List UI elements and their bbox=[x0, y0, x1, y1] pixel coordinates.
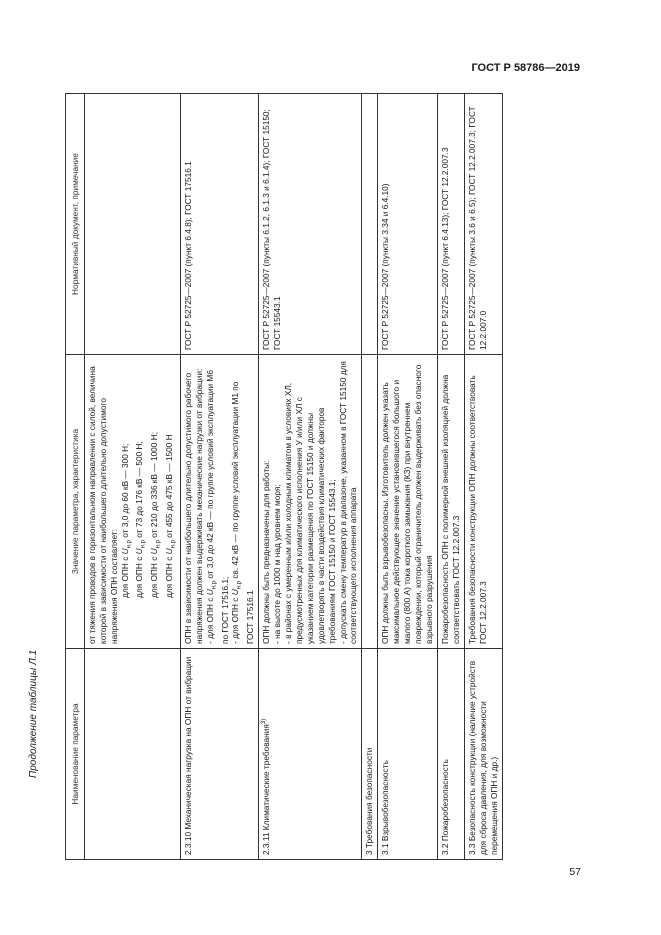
cell-name: 2.3.10 Механическая нагрузка на ОПН от вибрации bbox=[181, 649, 259, 860]
parameters-table bbox=[65, 93, 503, 860]
cell-value: ОПН должны быть взрывобезопасны. Изготовитель должен указать максимальное действующее значение установившегося большого и малого (800 А) тока короткого замыкания (КЗ) при внутреннем повреждении, который ограничитель должен выдерживать без опасного взрывного разрушения bbox=[378, 355, 438, 649]
table-caption: Продолжение таблицы Л.1 bbox=[28, 649, 39, 778]
r2311-v4: - допускать смену температур в диапазоне, указанном в ГОСТ 15150 для соответствующего исполнения аппарата bbox=[337, 361, 359, 644]
cell-value bbox=[258, 355, 361, 649]
cell-value: Пожаробезопасность ОПН с полимерной внешней изоляцией должна соответствовать ГОСТ 12.2.007.3 bbox=[438, 355, 465, 649]
table-row bbox=[378, 94, 438, 860]
cell-value bbox=[362, 355, 378, 649]
cell-doc: ГОСТ Р 52725—2007 (пункт 6.4.13); ГОСТ 12.2.007.3 bbox=[438, 94, 465, 355]
cont-line-4: для ОПН с $U_{н.р}$ от 455 до 475 кВ — 1500 Н bbox=[163, 434, 177, 598]
section-title: 3 Требования безопасности bbox=[362, 649, 378, 860]
cell-doc bbox=[85, 94, 181, 355]
column-header-value: Значение параметра, характеристика bbox=[66, 355, 85, 649]
document-header: ГОСТ Р 58786—2019 bbox=[471, 62, 580, 74]
cell-name bbox=[85, 649, 181, 860]
footnote-marker: 3) bbox=[261, 718, 268, 725]
table-row bbox=[258, 94, 361, 860]
cell-doc bbox=[362, 94, 378, 355]
cell-doc: ГОСТ Р 52725—2007 (пункты 6.1.2, 6.1.3 и 6.1.4); ГОСТ 15150; ГОСТ 15543.1 bbox=[258, 94, 361, 355]
r2311-v1: ОПН должны быть предназначены для работы: bbox=[260, 460, 271, 644]
table-row bbox=[85, 94, 181, 860]
cell-name: 2.3.11 Климатические требования$^{3)}$ bbox=[258, 649, 361, 860]
cell-value bbox=[181, 355, 259, 649]
column-header-doc: Нормативный документ, примечание bbox=[66, 94, 85, 355]
cont-line-1: для ОПН с $U_{н.р}$ от 3,0 до 60 кВ — 300 Н; bbox=[119, 443, 133, 598]
cell-value bbox=[85, 355, 181, 649]
cell-doc: ГОСТ Р 52725—2007 (пункт 6.4.8); ГОСТ 17516.1 bbox=[181, 94, 259, 355]
r2310-v3: - для ОПН с $U_{н.р}$ св. 42 кВ — по группе условий эксплуатации М1 по ГОСТ 17516.1 bbox=[230, 381, 255, 644]
rotated-table-container bbox=[65, 94, 583, 860]
page-number: 57 bbox=[569, 866, 581, 878]
table-row bbox=[438, 94, 465, 860]
cell-value: Требования безопасности конструкции ОПН должны соответствовать ГОСТ 12.2.007.3 bbox=[464, 355, 502, 649]
r2310-v1: ОПН в зависимости от наибольшего длительно допустимого рабочего напряжения должен выдерживать механические нагрузки от вибрации: bbox=[183, 368, 204, 644]
cell-name: 3.1 Взрывобезопасность bbox=[378, 649, 438, 860]
r2311-v3: - в районах с умеренным и/или холодным климатом в условиях ХЛ, предусмотренных для климатического исполнения У и/или ХЛ с указанием категории размещения по ГОСТ 15150 и должны удовлетворять в части воздействия климатических факторов требованиям ГОСТ 15150 и ГОСТ 15543.1; bbox=[282, 382, 337, 644]
table-row bbox=[181, 94, 259, 860]
section-row bbox=[362, 94, 378, 860]
cont-intro: от тяжения проводов в горизонтальном направлении с силой, величина которой в зависимости от наибольшего длительно допустимого напряжения ОПН составляет: bbox=[87, 366, 119, 644]
r2310-v2: - для ОПН с $U_{н.р}$ от 3,0 до 42 кВ — по группе условий эксплуатации М6 по ГОСТ 17516.1; bbox=[204, 370, 230, 644]
table-header-row bbox=[66, 94, 85, 860]
cell-doc: ГОСТ Р 52725—2007 (пункты 3.34 и 6.4.10) bbox=[378, 94, 438, 355]
cell-doc: ГОСТ Р 52725—2007 (пункты 3.6 и 6.5); ГОСТ 12.2.007.3; ГОСТ 12.2.007.0 bbox=[464, 94, 502, 355]
cont-line-2: для ОПН с $U_{н.р}$ от 73 до 176 кВ — 500 Н; bbox=[134, 441, 148, 598]
cell-name: 3.3 Безопасность конструкции (наличие устройств для сброса давления, для возможности перемещения ОПН и др.) bbox=[464, 649, 502, 860]
table-row bbox=[464, 94, 502, 860]
cont-line-3: для ОПН с $U_{н.р}$ от 210 до 336 кВ — 1000 Н; bbox=[148, 431, 162, 598]
cell-name: 3.2 Пожаробезопасность bbox=[438, 649, 465, 860]
column-header-name: Наименование параметра bbox=[66, 649, 85, 860]
r2311-v2: - на высоте до 1000 м над уровнем моря; bbox=[271, 484, 282, 644]
